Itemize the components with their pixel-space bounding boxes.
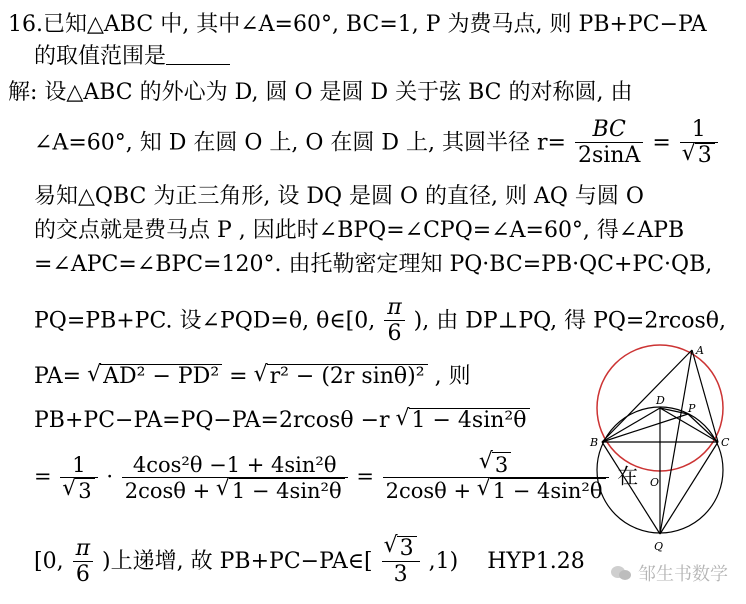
solution-text-1: 解: 设△ABC 的外心为 D, 圆 O 是圆 D 关于弦 BC 的对称圆, 由 [8,80,633,105]
solution-text-6a: PQ=PB+PC. 设∠PQD=θ, θ∈[0, [34,308,376,334]
sqrt-ad-pd: √ AD² − PD² [88,364,222,390]
label-a: A [696,344,704,357]
watermark [610,560,728,586]
solution-text-5: =∠APC=∠BPC=120°. 由托勒密定理知 PQ·BC=PB·QC+PC·QB, [34,252,713,277]
solution-text-2a: ∠A=60°, 知 D 在圆 O 上, O 在圆 D 上, 其圆半径 r= [34,130,566,156]
problem-code: HYP1.28 [487,549,585,574]
label-o: O [650,476,660,489]
geometry-figure [584,338,734,562]
solution-text-7b: , 则 [434,364,471,389]
problem-text-1: 已知△ABC 中, 其中∠A=60°, BC=1, P 为费马点, 则 PB+PC−PA [43,12,707,37]
solution-line-10: [0, $\frac{\pi}{6}$ )上递增, 故 PB+PC−PA∈[ √ $\frac{3}{3}$ ,1) HYP1.28 [34,536,585,588]
fraction-sqrt3-over-3: √ $\frac{3}{3}$ [382,536,420,588]
fraction-1-over-sqrt3: 1 √ 3 [60,453,97,504]
problem-line-2 [34,44,230,70]
solution-line-2 [34,118,720,169]
solution-text-4: 的交点就是费马点 P , 因此时∠BPQ=∠CPQ=∠A=60°, 得∠APB [34,218,685,243]
solution-line-3 [34,184,644,210]
fraction-pi-over-6: $\frac{\pi}{6}$ [73,537,93,588]
construction-lines [602,350,718,534]
solution-line-5 [34,252,712,278]
fraction-numerator: BC [592,117,626,142]
label-b: B [590,436,599,449]
solution-line-7 [34,364,471,390]
answer-blank [166,44,230,65]
label-p: P [688,402,696,415]
sqrt-symbol: √ 3 [683,143,715,169]
solution-line-1 [8,80,632,106]
fraction-numerator: 1 [691,117,706,142]
geometry-svg [584,338,734,558]
label-q: Q [654,540,664,553]
solution-text-8a: PB+PC−PA=PQ−PA=2rcosθ −r [34,408,390,433]
problem-line-1 [8,12,707,38]
fraction-pi-over-6: $\frac{\pi}{6}$ [384,296,404,347]
solution-line-9: = 1 √ 3 · $\frac{\text{4cos²θ −1 + 4sin²θ}}{\text{2cosθ + √ 1 − 4sin²θ}}$ = √ $\frac{3}{\text{2cosθ + √ 1 − 4sin²θ}}$ 在 [34,452,638,504]
label-d: D [656,394,665,407]
fraction-expression-1: $\frac{\text{4cos²θ −1 + 4sin²θ}}{\text{2cosθ + √ 1 − 4sin²θ}}$ [122,453,348,504]
sqrt-1-4sin2: √ 1 − 4sin²θ [397,408,530,434]
solution-text-3: 易知△QBC 为正三角形, 设 DQ 是圆 O 的直径, 则 AQ 与圆 O [34,184,644,209]
equals-sign: = [652,130,671,156]
solution-line-4 [34,218,684,244]
problem-text-2: 的取值范围是 [34,44,167,69]
sqrt-r-2rsin: √ r² − (2r sinθ)² [255,364,428,390]
equals-sign: = [229,364,255,389]
wechat-bubble-icon [610,564,632,582]
fraction-one-over-sqrt3 [680,118,718,169]
solution-text-6b: ), 由 DP⊥PQ, 得 PQ=2rcosθ, [413,308,726,334]
problem-number: 16. [8,12,43,37]
fraction-expression-2: √ $\frac{3}{\text{2cosθ + √ 1 − 4sin²θ}}$ [383,452,609,504]
fraction-denominator [680,142,718,169]
solution-text-7a: PA= [34,364,82,389]
fraction-bc-over-2sina [575,118,643,169]
watermark-text: 邹生书数学 [638,564,728,585]
label-c: C [721,436,730,449]
solution-line-8 [34,408,530,434]
fraction-denominator: 2sinA [575,142,643,169]
